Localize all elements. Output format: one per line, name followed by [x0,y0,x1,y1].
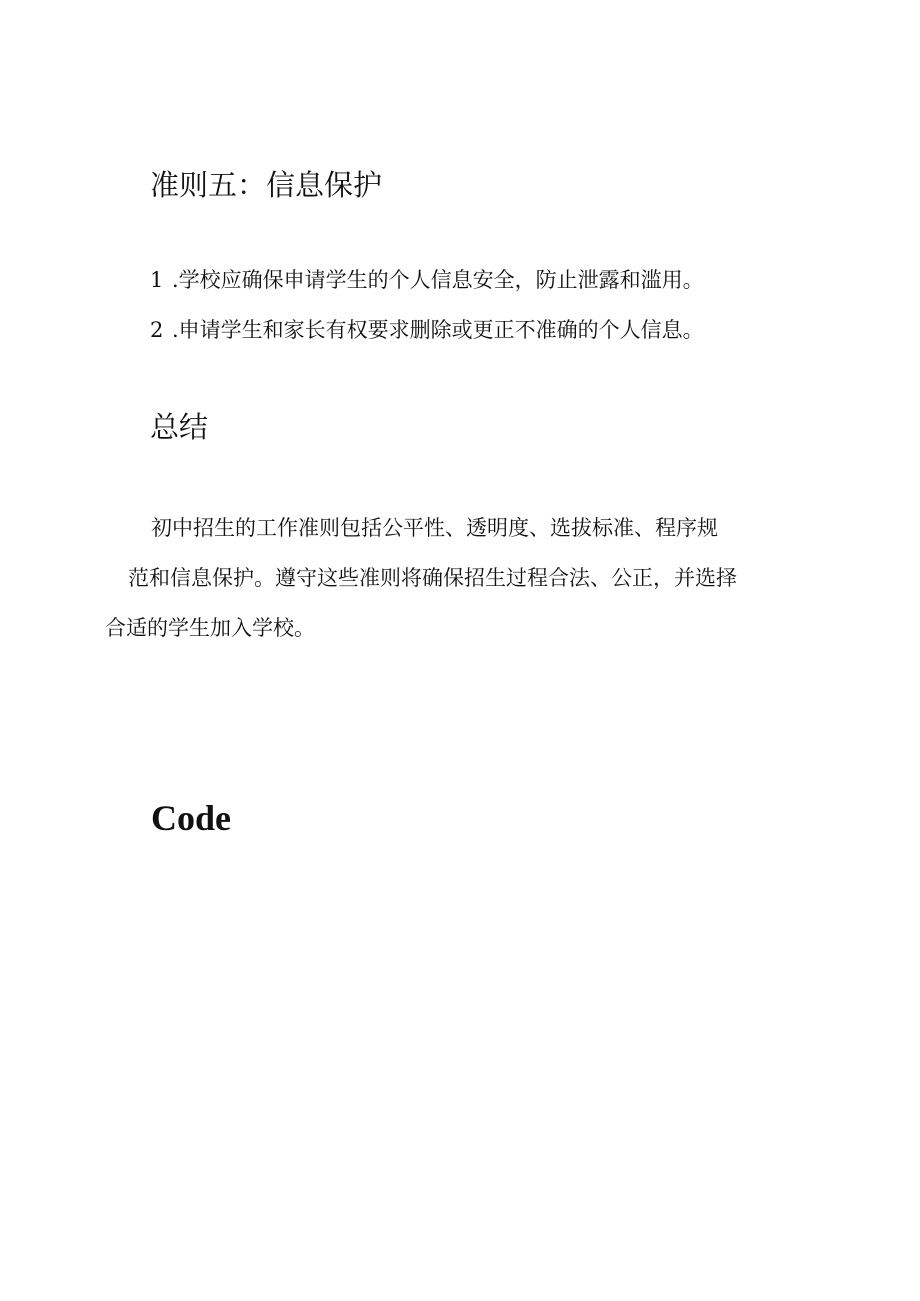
list-item-number: 2 [150,318,164,342]
code-label: Code [151,798,231,838]
list-item [150,265,704,295]
list-item-number: 1 [150,268,164,292]
section-heading-summary: 总结 [150,410,209,444]
summary-paragraph [105,503,805,653]
summary-line: 初中招生的工作准则包括公平性、透明度、选拔标准、程序规 [151,516,718,540]
summary-line: 范和信息保护。遵守这些准则将确保招生过程合法、公正，并选择 [128,566,737,590]
section-heading-information-protection: 准则五：信息保护 [150,168,383,202]
list-item-text: .申请学生和家长有权要求删除或更正不准确的个人信息。 [172,318,704,342]
list-item-text: .学校应确保申请学生的个人信息安全，防止泄露和滥用。 [172,268,704,292]
list-item [150,315,704,345]
summary-line: 合适的学生加入学校。 [105,616,315,640]
